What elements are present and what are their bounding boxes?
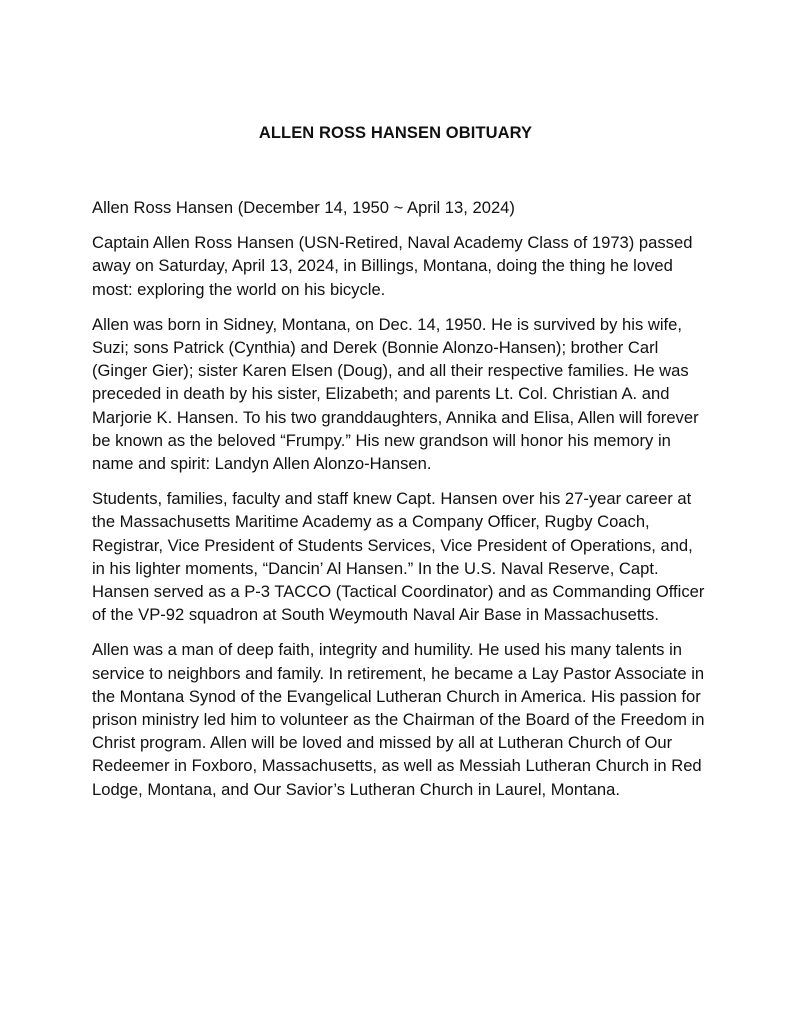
page-title: ALLEN ROSS HANSEN OBITUARY	[258, 124, 533, 142]
document-body	[92, 196, 710, 813]
paragraph-family: Allen was born in Sidney, Montana, on Dec. 14, 1950. He is survived by his wife, Suzi; sons Patrick (Cynthia) and Derek (Bonnie Alonzo-Hansen); brother Carl (Ginger Gier); sister Karen Elsen (Doug), and all their respective families. He was preceded in death by his sister, Elizabeth; and parents Lt. Col. Christian A. and Marjorie K. Hansen. To his two granddaughters, Annika and Elisa, Allen will forever be known as the beloved “Frumpy.” His new grandson will honor his memory in name and spirit: Landyn Allen Alonzo-Hansen.	[92, 314, 699, 474]
paragraph-career: Students, families, faculty and staff knew Capt. Hansen over his 27-year career at the Massachusetts Maritime Academy as a Company Officer, Rugby Coach, Registrar, Vice President of Students Services, Vice President of Operations, and, in his lighter moments, “Dancin’ Al Hansen.” In the U.S. Naval Reserve, Capt. Hansen served as a P-3 TACCO (Tactical Coordinator) and as Commanding Officer of the VP-92 squadron at South Weymouth Naval Air Base in Massachusetts.	[92, 489, 705, 625]
dates-line: Allen Ross Hansen (December 14, 1950 ~ April 13, 2024)	[92, 198, 515, 217]
paragraph-passing: Captain Allen Ross Hansen (USN-Retired, Naval Academy Class of 1973) passed away on Saturday, April 13, 2024, in Billings, Montana, doing the thing he loved most: exploring the world on his bicycle.	[92, 233, 693, 299]
paragraph-faith: Allen was a man of deep faith, integrity and humility. He used his many talents in service to neighbors and family. In retirement, he became a Lay Pastor Associate in the Montana Synod of the Evangelical Lutheran Church in America. His passion for prison ministry led him to volunteer as the Chairman of the Board of the Freedom in Christ program. Allen will be loved and missed by all at Lutheran Church of Our Redeemer in Foxboro, Massachusetts, as well as Messiah Lutheran Church in Red Lodge, Montana, and Our Savior’s Lutheran Church in Laurel, Montana.	[92, 640, 705, 799]
